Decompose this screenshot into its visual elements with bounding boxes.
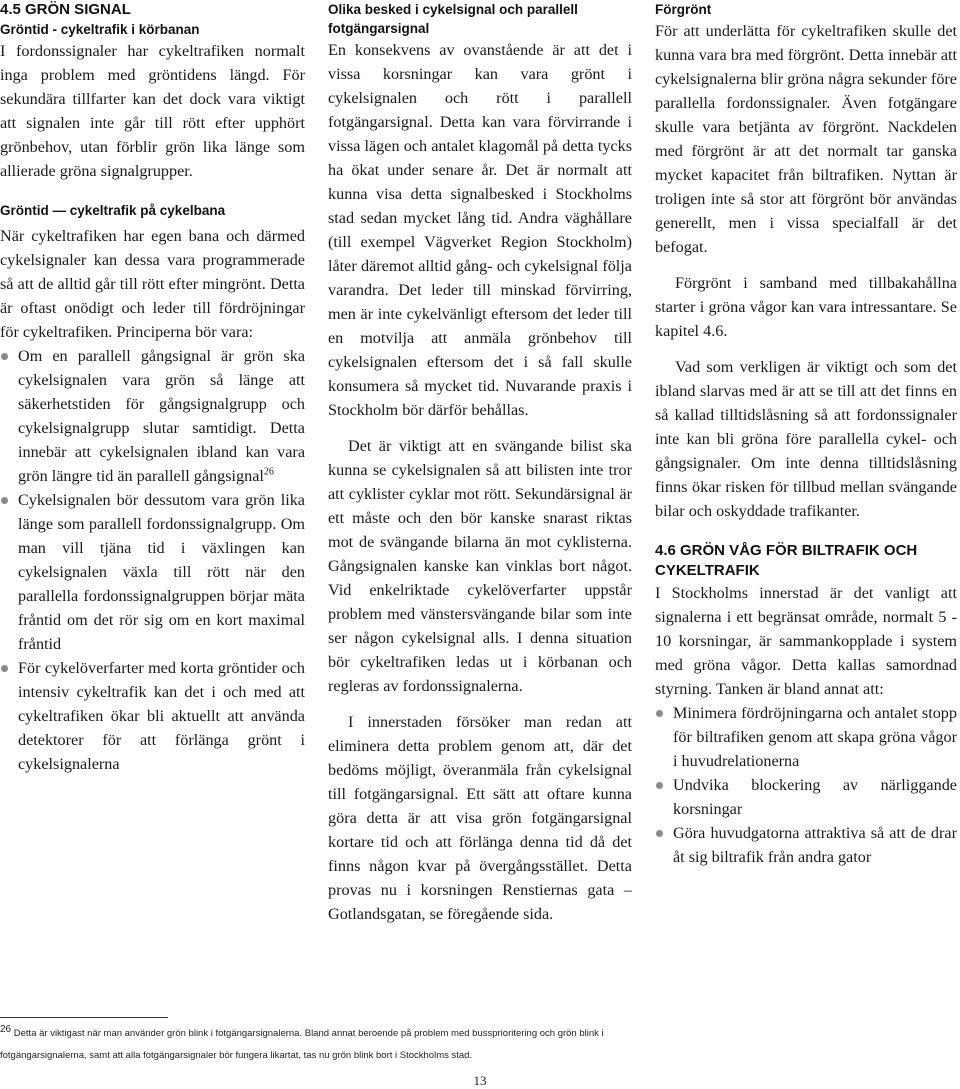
- footnote-reference[interactable]: 26: [263, 466, 274, 478]
- paragraph-konsekvens: En konsekvens av ovanstående är att det i vissa korsningar kan vara grönt i cykelsignalen och rött i parallell fotgängarsignal. Detta kan vara förvirrande i vissa lägen och antalet klagomål på detta tycks ha ökat under senare år. Det är normalt att kunna visa detta signalbesked i Stockholms stad sedan mycket lång tid. Andra väghållare (till exempel Vägverket Region Stockholm) låter däremot alltid gång- och cykelsignal följa varandra. Det leder till minskad förvirring, men är inte cykelvänligt eftersom det leder till en motvilja att anmäla grönbehov till cykelsignalen eftersom det i så fall skulle konsumera så mycket tid. Nuvarande praxis i Stockholm bör därför behållas.: [328, 41, 632, 419]
- paragraph-innerstaden: I innerstaden försöker man redan att eliminera detta problem genom att, där det bedöms möjligt, överanmäla från cykelsignal till fotgängarsignal. Ett sätt att oftare kunna göra detta är att visa grön fotgängarsignal kortare tid och att förlänga denna tid då det finns någon kvar på övergångsstället. Detta provas nu i korsningen Renstiernas gata – Gotlandsgatan, se föregående sida.: [328, 713, 632, 923]
- subheading-groentid-cykelbana: Gröntid — cykeltrafik på cykelbana: [0, 203, 226, 218]
- subheading-olika-besked: Olika besked i cykelsignal och parallell fotgängarsignal: [328, 2, 578, 36]
- list-item: [0, 656, 305, 776]
- list-item: [0, 344, 305, 488]
- paragraph-samordnad-styrning: I Stockholms innerstad är det vanligt att signalerna i ett begränsat område, normalt 5 - 10 korsningar, är sammankopplade i system med gröna vågor. Detta kallas samordnad styrning. Tanken är bland annat att:: [655, 584, 957, 698]
- page-number: 13: [473, 1073, 487, 1088]
- list-item: [0, 488, 305, 656]
- list-item-text: Cykelsignalen bör dessutom vara grön lika länge som parallell fordonssignalgrupp. Om man vill tjäna tid i växlingen kan cykelsignalen växla till rött när den parallella fordonssignalgruppen börjar mäta fråntid om det rör sig om en kort maximal fråntid: [18, 491, 305, 653]
- footnote-text: Detta är viktigast när man använder grön blink i fotgängarsignalerna. Bland annat beroende på problem med bussprioritering och grön blink i fotgängarsignalerna, samt att alla fotgängarsignaler bör fungera likartat, tas nu grön blink bort i Stockholms stad.: [0, 1028, 604, 1061]
- list-item-text: För cykelöverfarter med korta gröntider och intensiv cykeltrafik kan det i och med att cykeltrafiken ökar bli aktuellt att använda detektorer för att förlänga grönt i cykelsignalerna: [18, 659, 305, 773]
- footnote-number: 26: [0, 1023, 12, 1035]
- subheading-foergroent: Förgrönt: [655, 2, 712, 17]
- bullet-icon: [1, 353, 8, 360]
- section-title-4-5: 4.5 GRÖN SIGNAL: [0, 1, 131, 18]
- list-item-text: Minimera fördröjningarna och antalet stopp för biltrafiken genom att skapa gröna vågor i huvudrelationerna: [673, 704, 957, 770]
- paragraph-svaengande-bilist: Det är viktigt att en svängande bilist ska kunna se cykelsignalen så att bilisten inte tror att cyklister cyklar mot rött. Sekundärsignal är ett måste och den bör kanske snarast riktas mot de svängande bilarna än mot cyklisterna. Gångsignalen kanske kan vinklas bort något. Vid enkelriktade cykelöverfarter uppstår problem med vänstersvängande bilar som inte ser någon cykelsignal alls. I denna situation bör cykeltrafiken ledas ut i körbanan och regleras av fordonssignalerna.: [328, 437, 632, 695]
- list-item-text: Göra huvudgatorna attraktiva så att de drar åt sig biltrafik från andra gator: [673, 824, 957, 866]
- paragraph-tillbakahallna: Förgrönt i samband med tillbakahållna starter i gröna vågor kan vara intressantare. Se kapitel 4.6.: [655, 274, 957, 340]
- footnote-divider: [0, 1017, 168, 1018]
- principles-list: [0, 344, 305, 776]
- paragraph-foergroent: För att underlätta för cykeltrafiken skulle det kunna vara bra med förgrönt. Detta innebär att cykelsignalerna blir gröna några sekunder före parallella fordonssignaler. Även fotgängare skulle vara betjänta av förgrönt. Nackdelen med förgrönt är att det normalt tar ganska mycket kapacitet från biltrafiken. Nyttan är troligen inte så stor att förgrönt bör användas generellt, men i vissa specialfall är det befogat.: [655, 22, 957, 256]
- bullet-icon: [1, 497, 8, 504]
- column-right: [655, 0, 957, 869]
- footnote: [0, 1023, 640, 1067]
- subheading-groentid-koerbanan: Gröntid - cykeltrafik i körbanan: [0, 22, 200, 37]
- paragraph-koerbanan: I fordonssignaler har cykeltrafiken normalt inga problem med gröntidens längd. För sekundära tillfarter kan det dock vara viktigt att signalen inte går till rött efter upphört grönbehov, utan förblir grön lika länge som allierade gröna signalgrupper.: [0, 42, 305, 180]
- bullet-icon: [656, 830, 663, 837]
- paragraph-tilltidslasning: Vad som verkligen är viktigt och som det ibland slarvas med är att se till att det finns en så kallad tilltidslåsning så att fordonssignaler inte kan bli gröna före parallella cykel- och gångsignaler. Om inte denna tilltidslåsning finns ökar risken för tillbud mellan svängande bilar och oskyddade trafikanter.: [655, 358, 957, 520]
- bullet-icon: [1, 665, 8, 672]
- list-item: [655, 821, 957, 869]
- bullet-icon: [656, 782, 663, 789]
- column-left: [0, 0, 305, 776]
- goals-list: [655, 701, 957, 869]
- paragraph-cykelbana: När cykeltrafiken har egen bana och därmed cykelsignaler kan dessa vara programmerade så att de alltid går till rött efter mingrönt. Detta är oftast onödigt och leder till fördröjningar för cykeltrafiken. Principerna bör vara:: [0, 227, 305, 341]
- list-item: [655, 701, 957, 773]
- list-item-text: Om en parallell gångsignal är grön ska cykelsignalen vara grön så länge att säkerhetstiden för gångsignalgrupp och cykelsignalgrupp slutar samtidigt. Detta innebär att cykelsignalen ibland kan vara grön längre tid än parallell gångsignal: [18, 347, 305, 485]
- list-item: [655, 773, 957, 821]
- bullet-icon: [656, 710, 663, 717]
- section-title-4-6: 4.6 GRÖN VÅG FÖR BILTRAFIK OCH CYKELTRAFIK: [655, 542, 918, 579]
- list-item-text: Undvika blockering av närliggande korsningar: [673, 776, 957, 818]
- column-middle: [328, 0, 632, 926]
